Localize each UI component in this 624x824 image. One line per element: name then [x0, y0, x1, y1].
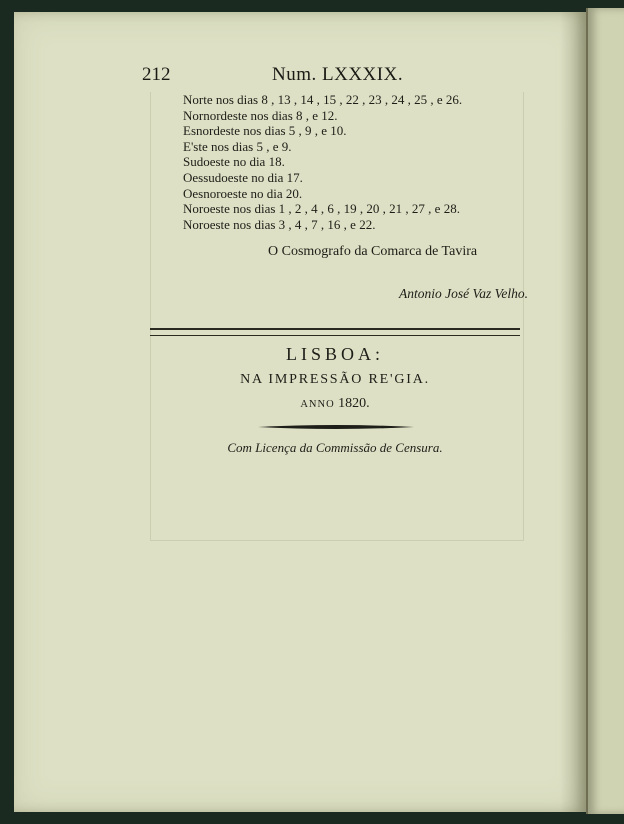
gutter-shadow — [560, 12, 586, 812]
wind-item-7: Oesnoroeste no dia 20. — [183, 185, 303, 201]
wind-item-4: E'ste nos dias 5 , e 9. — [183, 138, 292, 154]
page-header — [142, 64, 522, 88]
wind-item-3: Esnordeste nos dias 5 , 9 , e 10. — [183, 123, 347, 139]
wind-item-9: Noroeste nos dias 3 , 4 , 7 , 16 , e 22. — [183, 216, 376, 232]
imprint-year-value: 1820. — [338, 396, 370, 411]
ornamental-rule — [258, 424, 414, 430]
imprint-year-label: ANNO — [300, 399, 335, 410]
signature: Antonio José Vaz Velho. — [399, 286, 528, 301]
wind-item-5: Sudoeste no dia 18. — [183, 154, 285, 170]
bleed-through-text — [150, 560, 530, 582]
imprint-city: LISBOA: — [285, 344, 384, 364]
facing-page-edge — [586, 8, 624, 814]
issue-number: Num. LXXXIX. — [272, 64, 404, 85]
imprint-press: NA IMPRESSÃO RE'GIA. — [240, 372, 430, 387]
licence-line: Com Licença da Commissão de Censura. — [227, 440, 443, 455]
double-rule-divider — [150, 328, 520, 336]
office-title: O Cosmografo da Comarca de Tavira — [268, 244, 478, 259]
page-number: 212 — [142, 64, 171, 85]
wind-item-6: Oessudoeste no dia 17. — [183, 169, 303, 185]
wind-item-8: Noroeste nos dias 1 , 2 , 4 , 6 , 19 , 20 , 21 , 27 , e 28. — [183, 201, 460, 217]
wind-item-2: Nornordeste nos dias 8 , e 12. — [183, 107, 338, 123]
wind-item-1: Norte nos dias 8 , 13 , 14 , 15 , 22 , 23 , 24 , 25 , e 26. — [183, 92, 463, 107]
imprint-year — [150, 396, 520, 412]
wind-list — [183, 92, 523, 232]
